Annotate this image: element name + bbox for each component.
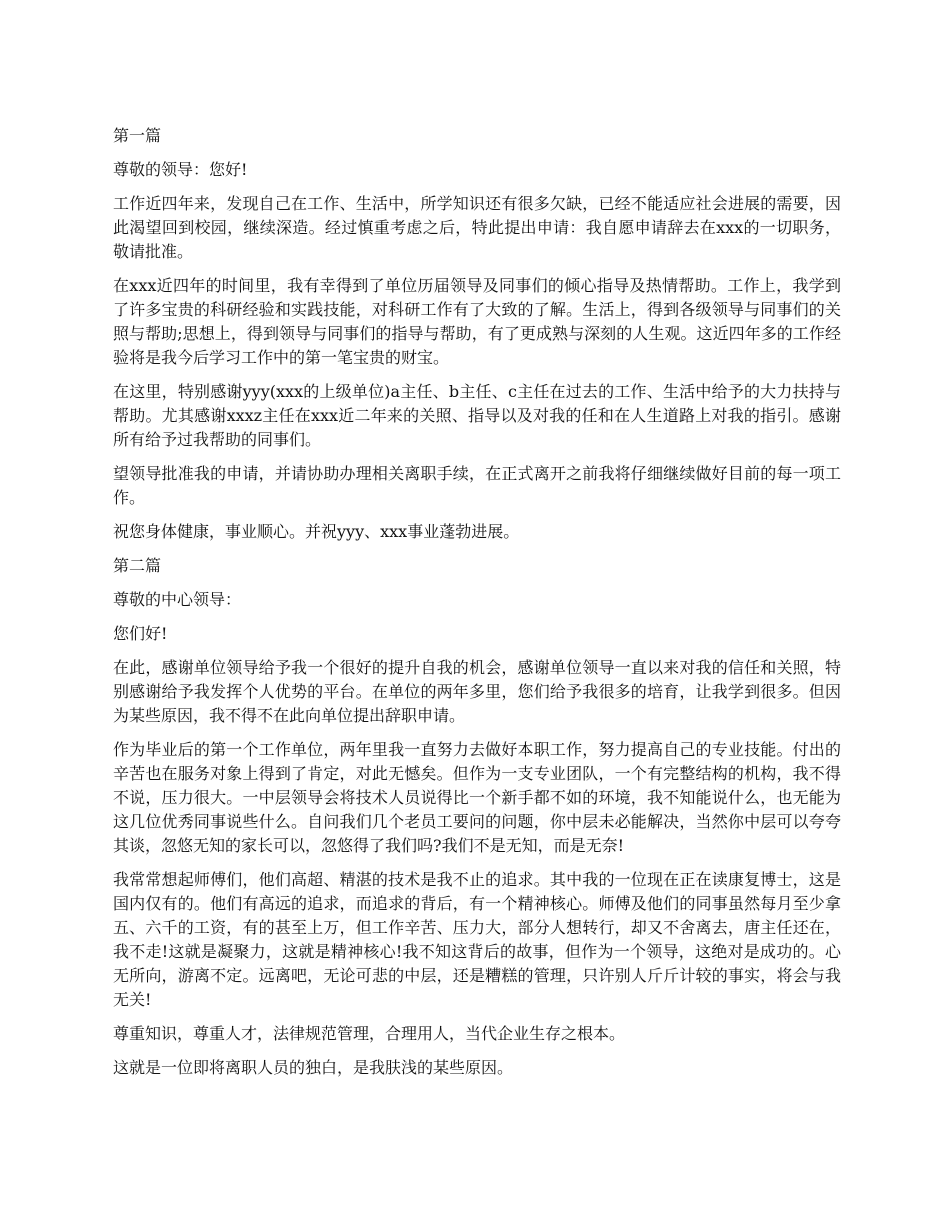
body-paragraph: 尊重知识，尊重人才，法律规范管理，合理用人，当代企业生存之根本。 xyxy=(113,1024,626,1043)
body-paragraph: 在xxx近四年的时间里，我有幸得到了单位历届领导及同事们的倾心指导及热情帮助。工作上，我学到了许多宝贵的科研经验和实践技能，对科研工作有了大致的了解。生活上，得到各级领导与同事们的关照与帮助;思想上，得到领导与同事们的指导与帮助，有了更成熟与深刻的人生观。这近四年多的工作经验将是我今后学习工作中的第一笔宝贵的财宝。 xyxy=(113,276,841,367)
section-heading-2: 第二篇 xyxy=(113,556,162,575)
body-paragraph: 望领导批准我的申请，并请协助办理相关离职手续，在正式离开之前我将仔细继续做好目前的每一项工作。 xyxy=(113,464,841,507)
greeting: 您们好! xyxy=(113,624,168,643)
body-paragraph: 这就是一位即将离职人员的独白，是我肤浅的某些原因。 xyxy=(113,1058,514,1077)
body-paragraph: 在这里，特别感谢yyy(xxx的上级单位)a主任、b主任、c主任在过去的工作、生活中给予的大力扶持与帮助。尤其感谢xxxz主任在xxx近二年来的关照、指导以及对我的任和在人生道路上对我的指引。感谢所有给予过我帮助的同事们。 xyxy=(113,382,841,449)
body-paragraph: 作为毕业后的第一个工作单位，两年里我一直努力去做好本职工作，努力提高自己的专业技能。付出的辛苦也在服务对象上得到了肯定，对此无憾矣。但作为一支专业团队，一个有完整结构的机构，我不得不说，压力很大。一中层领导会将技术人员说得比一个新手都不如的环境，我不知能说什么，也无能为这几位优秀同事说些什么。自问我们几个老员工要问的问题，你中层未必能解决，当然你中层可以夸夸其谈，忽悠无知的家长可以，忽悠得了我们吗?我们不是无知，而是无奈! xyxy=(113,740,841,855)
salutation-2: 尊敬的中心领导： xyxy=(113,590,242,609)
section-heading-1: 第一篇 xyxy=(113,126,162,145)
closing-wish: 祝您身体健康，事业顺心。并祝yyy、xxx事业蓬勃进展。 xyxy=(113,522,520,541)
body-paragraph: 在此，感谢单位领导给予我一个很好的提升自我的机会，感谢单位领导一直以来对我的信任和关照，特别感谢给予我发挥个人优势的平台。在单位的两年多里，您们给予我很多的培育，让我学到很多。但因为某些原因，我不得不在此向单位提出辞职申请。 xyxy=(113,658,841,725)
body-paragraph: 工作近四年来，发现自己在工作、生活中，所学知识还有很多欠缺，已经不能适应社会进展的需要，因此渴望回到校园，继续深造。经过慎重考虑之后，特此提出申请：我自愿申请辞去在xxx的一切职务，敬请批准。 xyxy=(113,194,841,261)
document-body xyxy=(113,124,841,1090)
body-paragraph: 我常常想起师傅们，他们高超、精湛的技术是我不止的追求。其中我的一位现在正在读康复博士，这是国内仅有的。他们有高远的追求，而追求的背后，有一个精神核心。师傅及他们的同事虽然每月至少拿五、六千的工资，有的甚至上万，但工作辛苦、压力大，部分人想转行，却又不舍离去，唐主任还在，我不走!这就是凝聚力，这就是精神核心!我不知这背后的故事，但作为一个领导，这绝对是成功的。心无所向，游离不定。远离吧，无论可悲的中层，还是糟糕的管理，只许别人斤斤计较的事实，将会与我无关! xyxy=(113,870,841,1009)
salutation-1: 尊敬的领导：您好! xyxy=(113,160,248,179)
